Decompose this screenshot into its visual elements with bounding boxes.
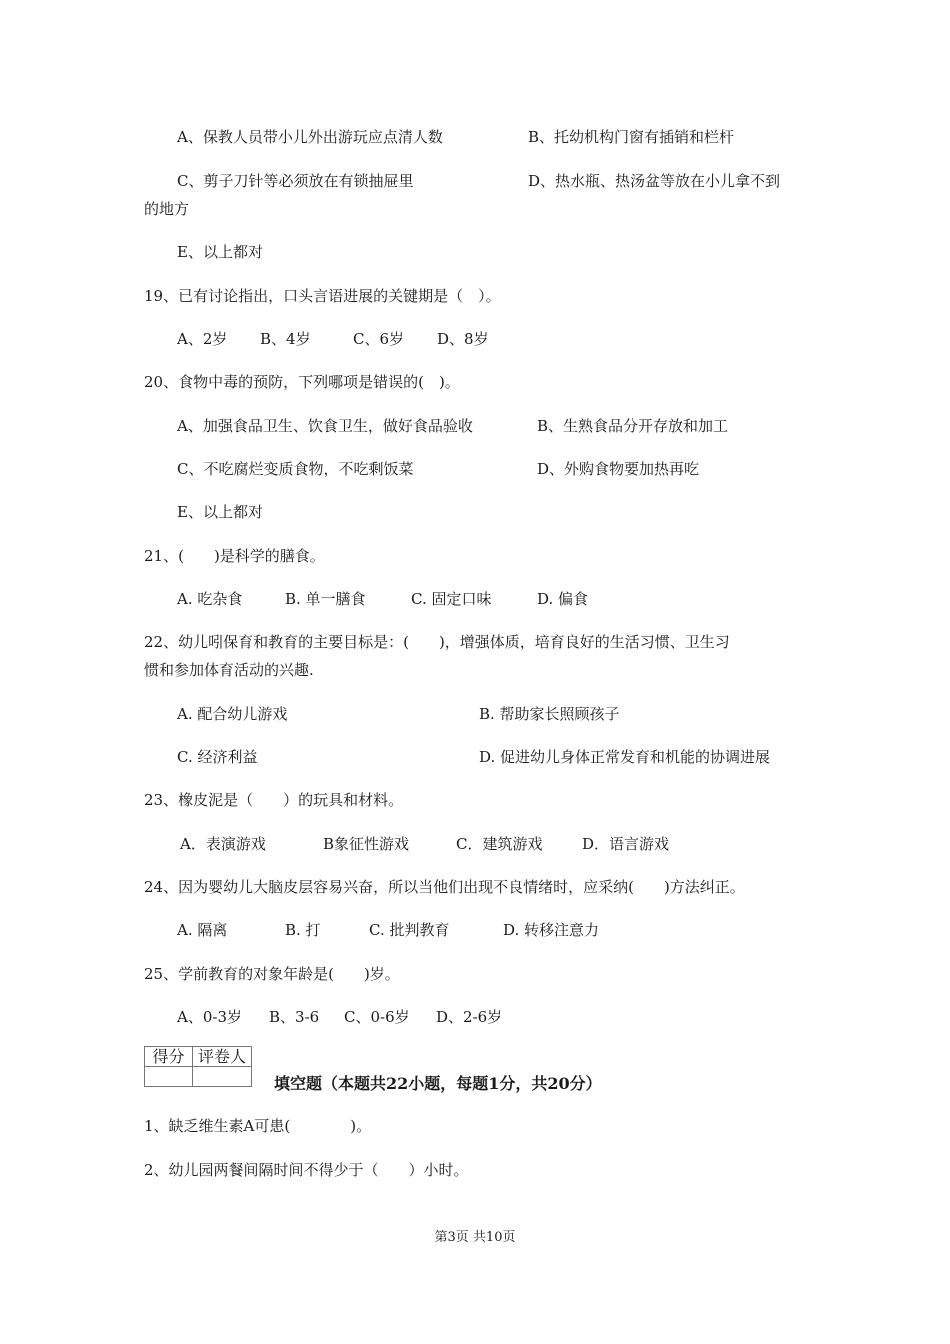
q23-option-c: C．建筑游戏: [456, 835, 543, 853]
q20-option-a: A、加强食品卫生、饮食卫生，做好食品验收: [177, 417, 473, 435]
q19-option-d: D、8岁: [437, 330, 489, 348]
q24-stem: 24、因为婴幼儿大脑皮层容易兴奋，所以当他们出现不良情绪时，应采纳( )方法纠正。: [144, 878, 745, 896]
q21-option-b: B. 单一膳食: [285, 590, 366, 608]
q21-option-a: A. 吃杂食: [177, 590, 243, 608]
q23-option-d: D．语言游戏: [582, 835, 670, 853]
q19-option-b: B、4岁: [260, 330, 311, 348]
q23-option-a: A．表演游戏: [180, 835, 266, 853]
q25-option-c: C、0-6岁: [344, 1008, 410, 1026]
q22-option-d: D. 促进幼儿身体正常发育和机能的协调进展: [479, 748, 771, 766]
q20-option-b: B、生熟食品分开存放和加工: [537, 417, 729, 435]
q20-option-c: C、不吃腐烂变质食物，不吃剩饭菜: [177, 460, 414, 478]
q22-option-a: A. 配合幼儿游戏: [177, 705, 288, 723]
q18-option-d-continued: 的地方: [144, 200, 190, 218]
q18-option-c: C、剪子刀针等必须放在有锁抽屉里: [177, 172, 414, 190]
grader-cell: [193, 1067, 252, 1087]
score-cell: [145, 1067, 193, 1087]
q25-stem: 25、学前教育的对象年龄是( )岁。: [144, 965, 400, 983]
page-footer: 第3页 共10页: [434, 1230, 516, 1245]
q22-stem-continued: 惯和参加体育活动的兴趣.: [144, 661, 314, 679]
q18-option-a: A、保教人员带小儿外出游玩应点清人数: [177, 128, 443, 146]
q23-option-b: B象征性游戏: [323, 835, 410, 853]
q18-option-b: B、托幼机构门窗有插销和栏杆: [528, 128, 735, 146]
q19-stem: 19、已有讨论指出，口头言语进展的关键期是（ ）。: [144, 287, 501, 305]
q19-option-a: A、2岁: [177, 330, 228, 348]
q24-option-b: B. 打: [285, 921, 321, 939]
fill-question-2: 2、幼儿园两餐间隔时间不得少于（ ）小时。: [144, 1161, 469, 1179]
q20-option-e: E、以上都对: [177, 503, 263, 521]
q25-option-b: B、3-6: [269, 1008, 320, 1026]
q18-option-e: E、以上都对: [177, 243, 263, 261]
score-label: 得分: [145, 1047, 193, 1067]
q20-option-d: D、外购食物要加热再吃: [537, 460, 700, 478]
q22-stem: 22、幼儿吲保育和教育的主要目标是：( )，增强体质，培育良好的生活习惯、卫生习: [144, 633, 730, 651]
q19-option-c: C、6岁: [353, 330, 405, 348]
q21-option-c: C. 固定口味: [411, 590, 492, 608]
q21-stem: 21、( )是科学的膳食。: [144, 547, 325, 565]
q24-option-a: A. 隔离: [177, 921, 228, 939]
q24-option-d: D. 转移注意力: [503, 921, 600, 939]
score-box: [144, 1046, 252, 1087]
q21-option-d: D. 偏食: [537, 590, 589, 608]
section-title: 填空题（本题共22小题，每题1分，共20分）: [274, 1074, 602, 1093]
q25-option-d: D、2-6岁: [436, 1008, 503, 1026]
grader-label: 评卷人: [193, 1047, 252, 1067]
q25-option-a: A、0-3岁: [177, 1008, 242, 1026]
q22-option-b: B. 帮助家长照顾孩子: [479, 705, 620, 723]
q23-stem: 23、橡皮泥是（ ）的玩具和材料。: [144, 791, 404, 809]
q18-option-d: D、热水瓶、热汤盆等放在小儿拿不到: [528, 172, 781, 190]
q20-stem: 20、食物中毒的预防，下列哪项是错误的( )。: [144, 373, 460, 391]
fill-question-1: 1、缺乏维生素A可患( )。: [144, 1117, 372, 1135]
q22-option-c: C. 经济利益: [177, 748, 258, 766]
q24-option-c: C. 批判教育: [369, 921, 450, 939]
